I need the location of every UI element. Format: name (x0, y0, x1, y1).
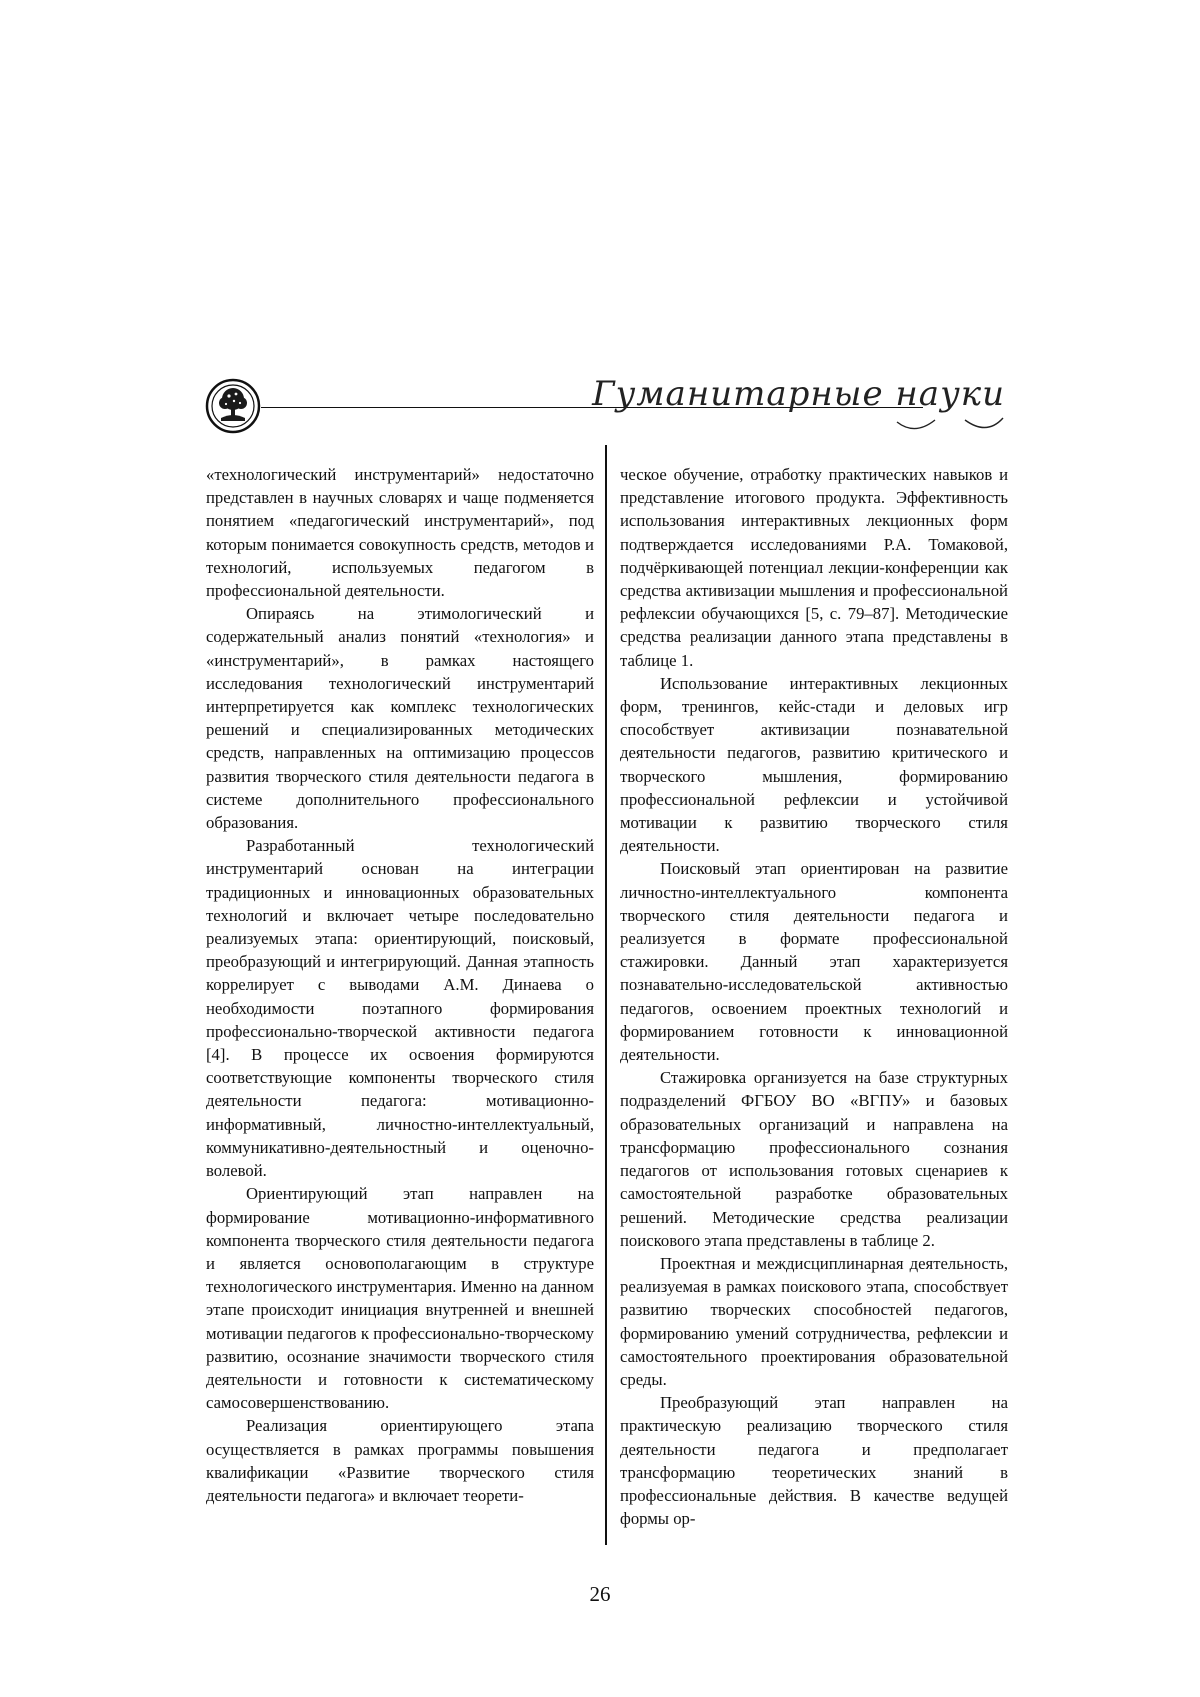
left-column (206, 463, 594, 1507)
page-number: 26 (589, 1582, 611, 1606)
paragraph: Ориентирующий этап направлен на формирование мотивационно-информативного компонента творческого стиля деятельности педагога и является основополагающим в структуре технологического инструментария. Именно на данном этапе происходит инициация внутренней и внешней мотивации педагогов к профессионально-творческому развитию, осознание значимости творческого стиля деятельности и готовности к систематическому самосовершенствованию. (206, 1184, 594, 1413)
paragraph: ческое обучение, отработку практических навыков и представление итогового продукта. Эффективность использования интерактивных лекционных форм подтверждается исследованиями Р.А. Томаковой, подчёркивающей потенциал лекции-конференции как средства активизации мышления и профессиональной рефлексии обучающихся [5, с. 79–87]. Методические средства реализации данного этапа представлены в таблице 1. (620, 465, 1008, 670)
paragraph: Поисковый этап ориентирован на развитие личностно-интеллектуального компонента творческого стиля деятельности педагога и реализуется в формате профессиональной стажировки. Данный этап характеризуется познавательно-исследовательской активностью педагогов, освоением проектных технологий и формированием готовности к инновационной деятельности. (620, 859, 1008, 1065)
right-column (620, 463, 1008, 1530)
paragraph: Стажировка организуется на базе структурных подразделений ФГБОУ ВО «ВГПУ» и базовых образовательных организаций и направлена на трансформацию профессионального сознания педагогов от использования готовых сценариев к самостоятельной разработке образовательных решений. Методические средства реализации поискового этапа представлены в таблице 2. (620, 1068, 1008, 1250)
paragraph: Использование интерактивных лекционных форм, тренингов, кейс-стади и деловых игр способствует активизации познавательной деятельности педагогов, развитию критического и творческого мышления, формированию профессиональной рефлексии и устойчивой мотивации к развитию творческого стиля деятельности. (620, 673, 1008, 856)
column-divider (605, 445, 607, 1545)
page-header (205, 374, 1005, 448)
paragraph: Опираясь на этимологический и содержательный анализ понятий «технология» и «инструментарий», в рамках настоящего исследования технологический инструментарий интерпретируется как комплекс технологических решений и специализированных методических средств, направленных на оптимизацию процессов развития творческого стиля деятельности педагога в системе дополнительного профессионального образования. (206, 604, 594, 833)
tree-emblem-icon (205, 378, 261, 434)
section-title: Гуманитарные науки (592, 374, 1005, 414)
title-flourish (895, 396, 1005, 434)
paragraph: Реализация ориентирующего этапа осуществляется в рамках программы повышения квалификации «Развитие творческого стиля деятельности педагога» и включает теорети- (206, 1416, 594, 1505)
paragraph: «технологический инструментарий» недостаточно представлен в научных словарях и чаще подменяется понятием «педагогический инструментарий», под которым понимается совокупность средств, методов и технологий, используемых педагогом в профессиональной деятельности. (206, 465, 594, 601)
paragraph: Разработанный технологический инструментарий основан на интеграции традиционных и инновационных образовательных технологий и включает четыре последовательно реализуемых этапа: ориентирующий, поисковый, преобразующий и интегрирующий. Данная этапность коррелирует с выводами А.М. Динаева о необходимости поэтапного формирования профессионально-творческой активности педагога [4]. В процессе их освоения формируются соответствующие компоненты творческого стиля деятельности педагога: мотивационно-информативный, личностно-интеллектуальный, коммуникативно-деятельностный и оценочно-волевой. (206, 836, 594, 1181)
paragraph: Проектная и междисциплинарная деятельность, реализуемая в рамках поискового этапа, способствует развитию творческих способностей педагогов, формированию умений сотрудничества, рефлексии и самостоятельного проектирования образовательной среды. (620, 1253, 1008, 1389)
paragraph: Преобразующий этап направлен на практическую реализацию творческого стиля деятельности педагога и предполагает трансформацию теоретических знаний в профессиональные действия. В качестве ведущей формы ор- (620, 1393, 1008, 1529)
